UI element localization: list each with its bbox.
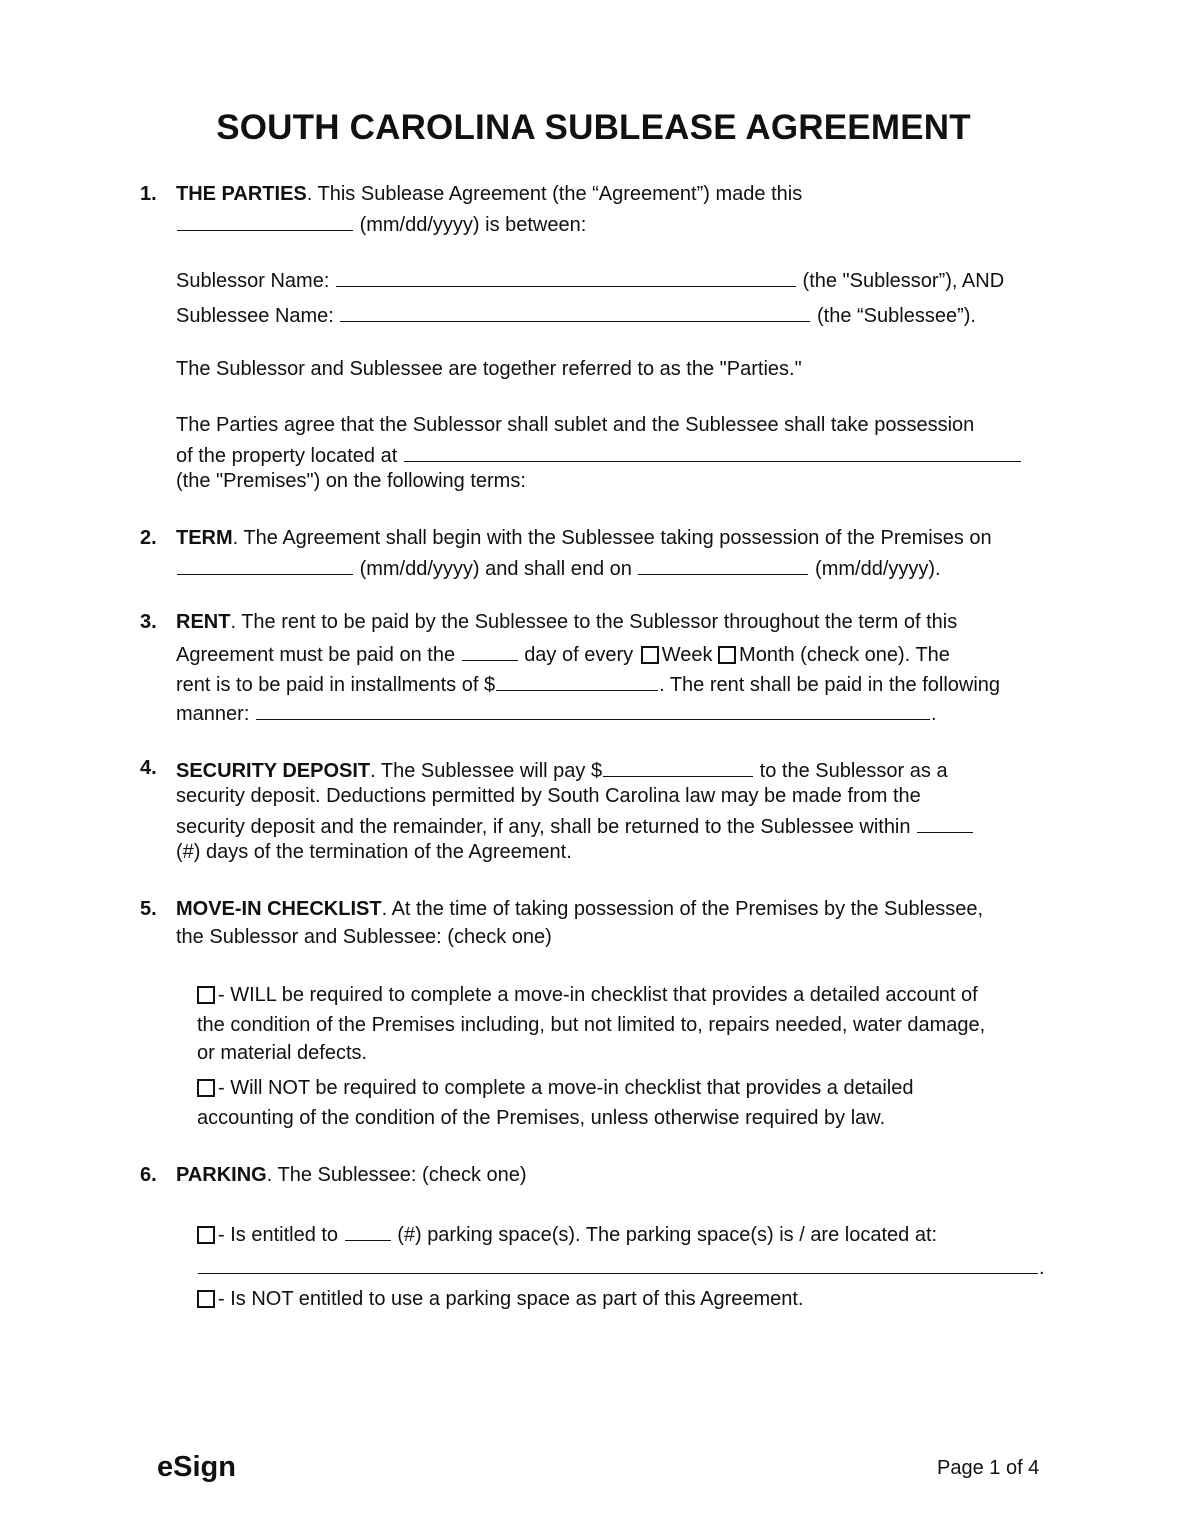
section-checklist-line-1 (176, 899, 983, 919)
section-number: 2. (140, 527, 157, 549)
section-term-line-1 (176, 528, 992, 548)
section-heading: TERM (176, 527, 233, 549)
week-label: Week (661, 644, 713, 666)
month-label: Month (check one). The (739, 644, 950, 666)
checklist-option-will-not-line-2: accounting of the condition of the Premises, unless otherwise required by law. (197, 1107, 886, 1129)
not-entitled-checkbox[interactable] (197, 1290, 215, 1308)
section-deposit-line-1 (176, 758, 948, 781)
section-number: 3. (140, 611, 157, 633)
document-title: SOUTH CAROLINA SUBLEASE AGREEMENT (216, 108, 971, 147)
parking-option-entitled (197, 1222, 937, 1245)
section-text: . The rent to be paid by the Sublessee to the Sublessor throughout the term of this (230, 611, 958, 633)
parking-location-row (197, 1255, 1045, 1278)
agreement-text-line-2 (176, 443, 1022, 466)
date-field[interactable] (177, 212, 353, 231)
property-address-field[interactable] (404, 443, 1021, 462)
section-parking-line-1 (176, 1165, 527, 1185)
section-rent-line-4 (176, 701, 937, 724)
parking-spaces-count-field[interactable] (345, 1222, 391, 1241)
section-text: security deposit and the remainder, if any, shall be returned to the Sublessee within (176, 816, 911, 838)
sublessor-label: Sublessor Name: (176, 270, 330, 292)
option-text: (#) parking space(s). The parking space(s) is / are located at: (397, 1224, 938, 1246)
page-number: Page 1 of 4 (937, 1457, 1040, 1479)
section-text: manner: (176, 703, 250, 725)
section-rent-line-1 (176, 612, 957, 632)
rent-day-field[interactable] (462, 642, 518, 661)
section-number: 6. (140, 1164, 157, 1186)
sublessee-row (176, 303, 976, 326)
option-text: - WILL be required to complete a move-in checklist that provides a detailed account of (218, 984, 978, 1006)
will-checkbox[interactable] (197, 986, 215, 1004)
week-checkbox[interactable] (641, 646, 659, 664)
section-number: 1. (140, 183, 157, 205)
section-heading: RENT (176, 611, 231, 633)
agreement-text-line-1: The Parties agree that the Sublessor shall sublet and the Sublessee shall take possession (176, 414, 975, 436)
end-date-field[interactable] (638, 556, 808, 575)
payment-manner-field[interactable] (256, 701, 930, 720)
sublessor-suffix: (the "Sublessor”), AND (802, 270, 1005, 292)
sublessor-row (176, 268, 1004, 291)
section-text: . The Sublessee will pay $ (370, 760, 603, 782)
checklist-option-will-line-2: the condition of the Premises including, but not limited to, repairs needed, water damage, (197, 1014, 986, 1036)
section-text: day of every (524, 644, 634, 666)
option-text: - Is NOT entitled to use a parking space as part of this Agreement. (218, 1288, 804, 1310)
return-days-field[interactable] (917, 814, 973, 833)
section-text: . The rent shall be paid in the following (659, 674, 1001, 696)
section-text: (mm/dd/yyyy) is between: (359, 214, 587, 236)
section-text: (mm/dd/yyyy). (815, 558, 941, 580)
entitled-checkbox[interactable] (197, 1226, 215, 1244)
section-heading: PARKING (176, 1164, 267, 1186)
section-heading: MOVE-IN CHECKLIST (176, 898, 382, 920)
sublessee-suffix: (the “Sublessee”). (817, 305, 976, 327)
deposit-amount-field[interactable] (603, 758, 753, 777)
section-heading: SECURITY DEPOSIT (176, 760, 371, 782)
installment-amount-field[interactable] (496, 672, 658, 691)
section-parties-line-2 (176, 212, 586, 235)
section-text: . This Sublease Agreement (the “Agreement”) made this (306, 183, 803, 205)
section-checklist-line-2: the Sublessor and Sublessee: (check one) (176, 926, 552, 948)
section-text: (mm/dd/yyyy) and shall end on (359, 558, 632, 580)
option-text: - Is entitled to (218, 1224, 339, 1246)
agreement-text-line-3: (the "Premises") on the following terms: (176, 470, 526, 492)
checklist-option-will (197, 985, 978, 1005)
sublessor-name-field[interactable] (336, 268, 796, 287)
sublessee-label: Sublessee Name: (176, 305, 334, 327)
section-text: . The Agreement shall begin with the Sublessee taking possession of the Premises on (232, 527, 992, 549)
will-not-checkbox[interactable] (197, 1079, 215, 1097)
section-number: 5. (140, 898, 157, 920)
section-number: 4. (140, 757, 157, 779)
esign-logo: eSign (157, 1451, 236, 1483)
section-heading: THE PARTIES (176, 183, 307, 205)
section-rent-line-2 (176, 642, 950, 665)
month-checkbox[interactable] (718, 646, 736, 664)
section-rent-line-3 (176, 672, 1000, 695)
section-deposit-line-2: security deposit. Deductions permitted by South Carolina law may be made from the (176, 785, 921, 807)
start-date-field[interactable] (177, 556, 353, 575)
section-parties-line-1 (176, 184, 802, 204)
section-text: . The Sublessee: (check one) (266, 1164, 527, 1186)
section-text: Agreement must be paid on the (176, 644, 456, 666)
parties-definition: The Sublessor and Sublessee are together referred to as the "Parties." (176, 358, 802, 380)
section-text: . At the time of taking possession of the Premises by the Sublessee, (381, 898, 983, 920)
section-term-line-2 (176, 556, 941, 579)
parking-location-field[interactable] (198, 1255, 1038, 1274)
sublessee-name-field[interactable] (340, 303, 810, 322)
section-deposit-line-4: (#) days of the termination of the Agreement. (176, 841, 572, 863)
section-text: rent is to be paid in installments of $ (176, 674, 496, 696)
section-text: . (930, 703, 937, 725)
checklist-option-will-line-3: or material defects. (197, 1042, 368, 1064)
checklist-option-will-not (197, 1078, 914, 1098)
option-text: - Will NOT be required to complete a move-in checklist that provides a detailed (218, 1077, 914, 1099)
section-text: of the property located at (176, 445, 398, 467)
section-deposit-line-3 (176, 814, 974, 837)
parking-option-not-entitled (197, 1289, 804, 1309)
option-text: . (1039, 1257, 1045, 1279)
section-text: to the Sublessor as a (759, 760, 948, 782)
